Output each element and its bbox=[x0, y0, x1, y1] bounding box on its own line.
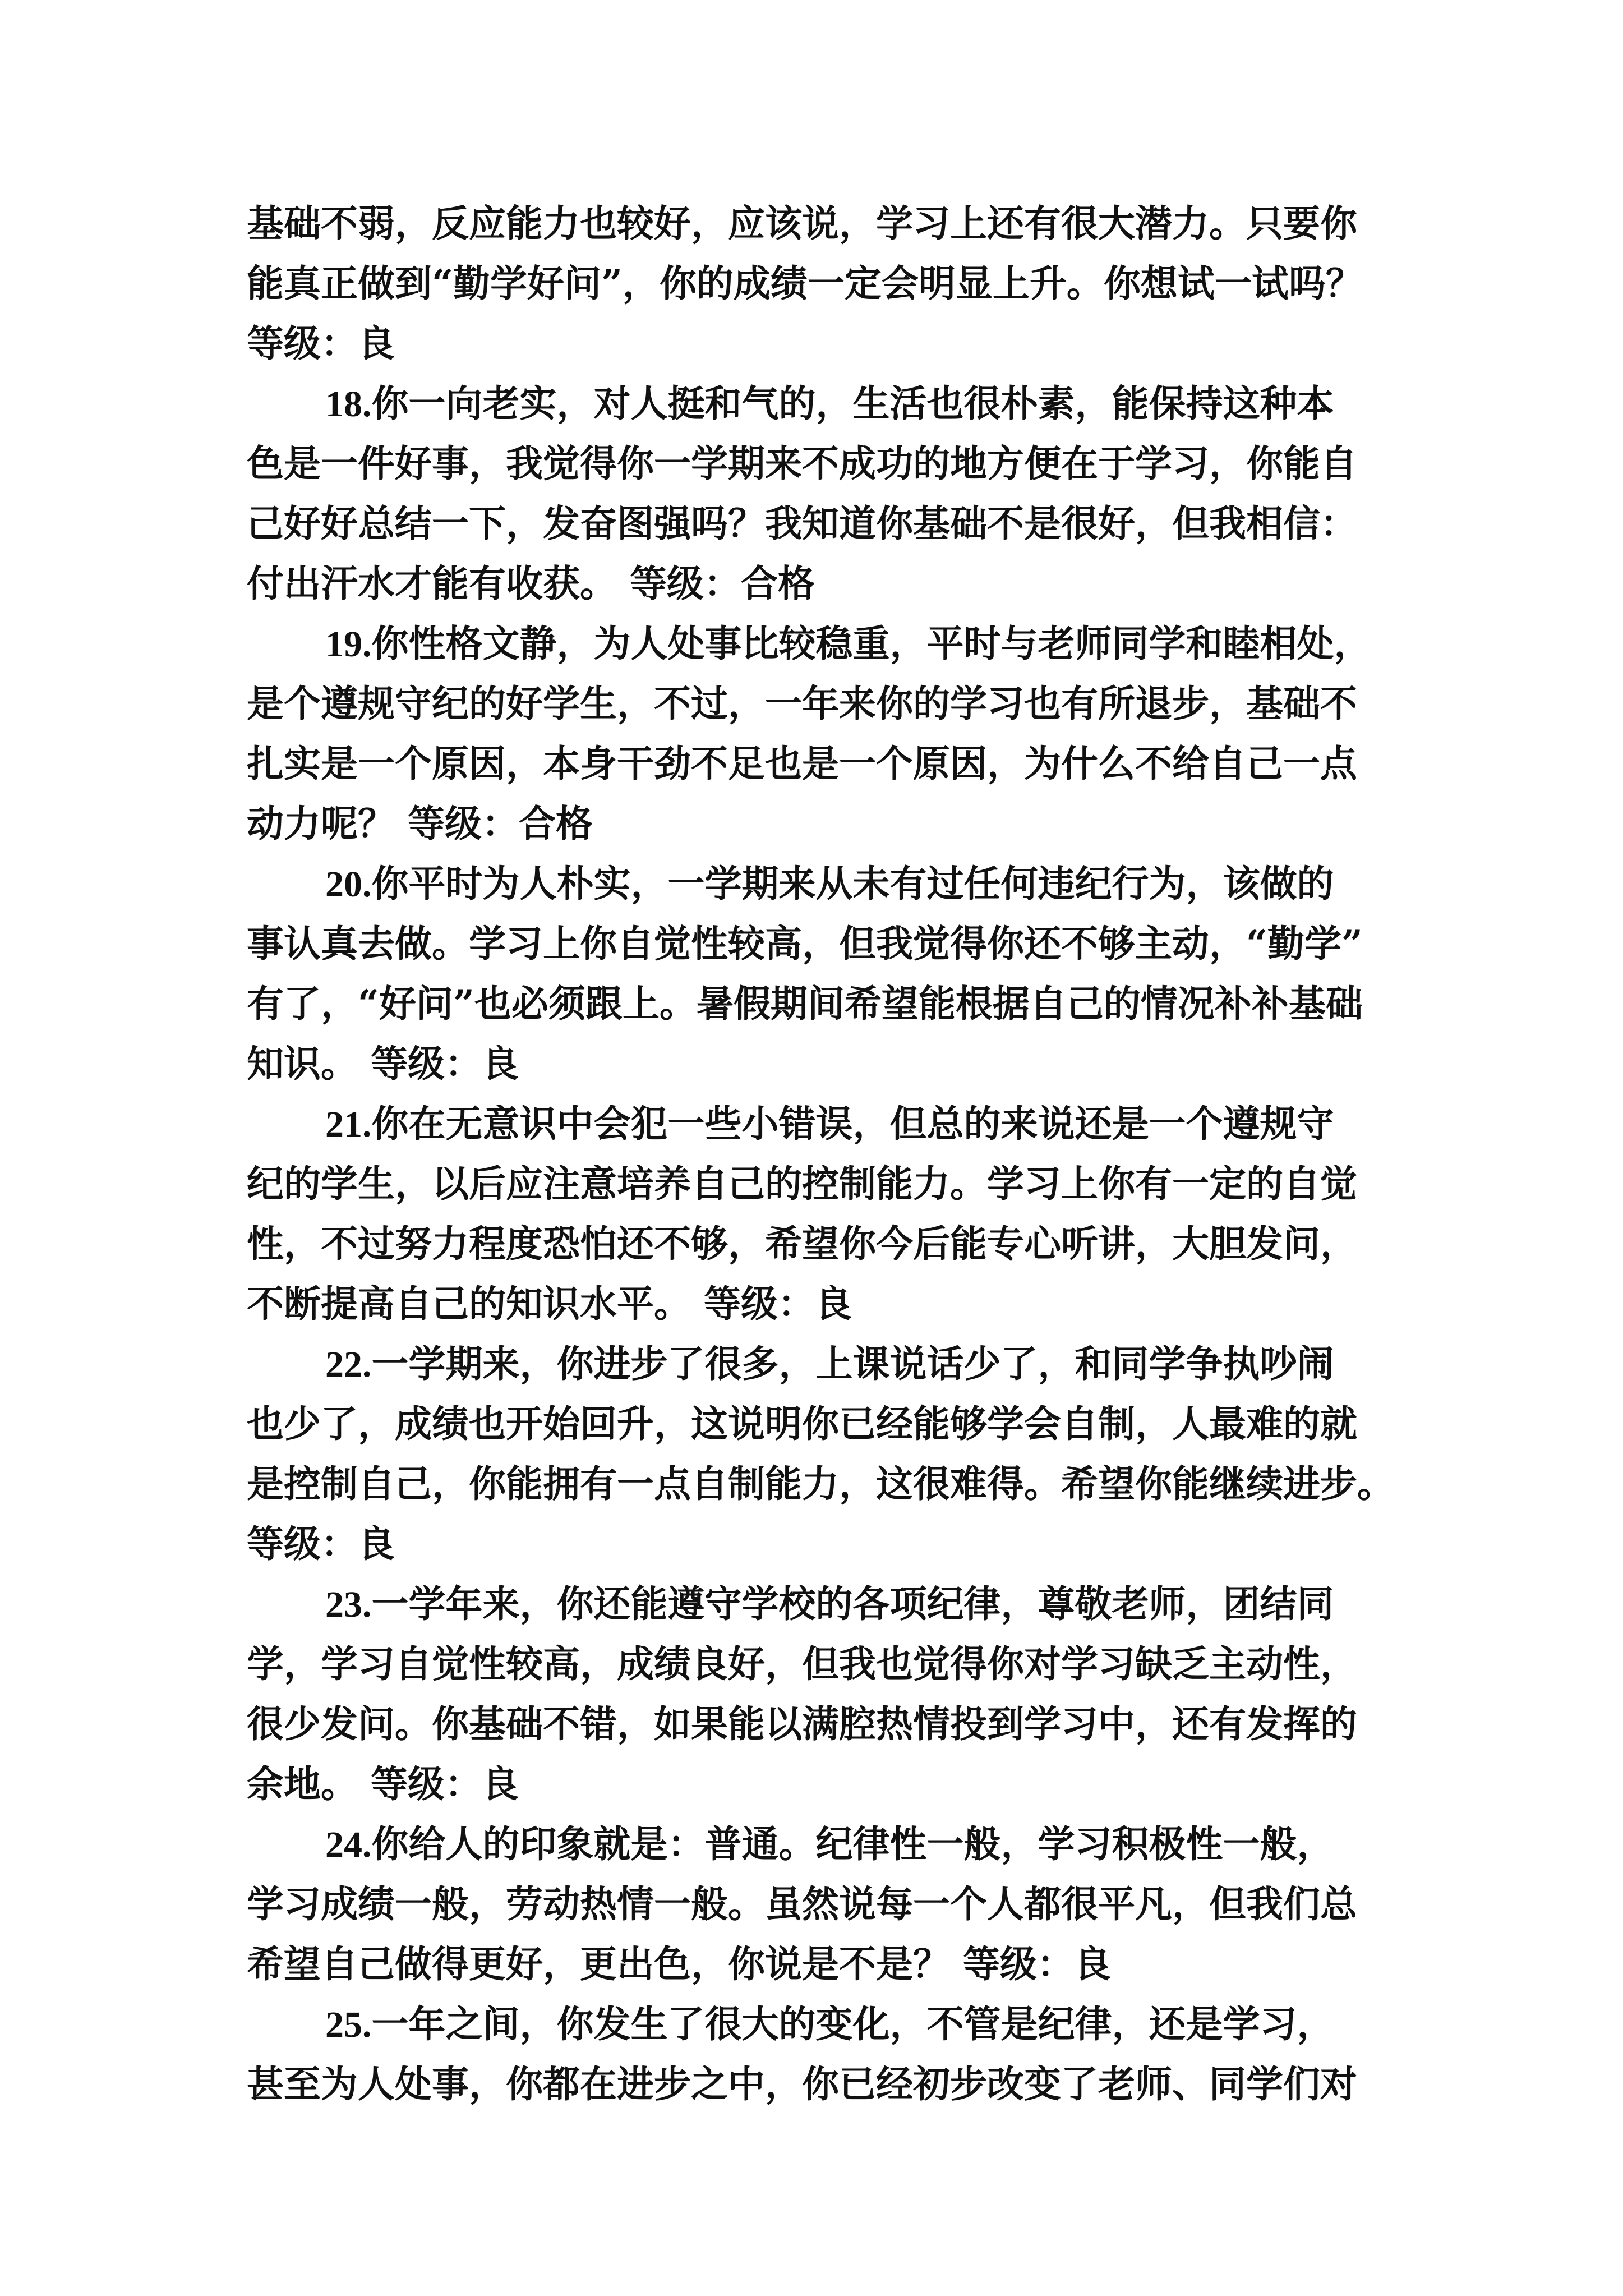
text-line: 你在无意识中会犯一些小错误，但总的来说还是一个遵规守 bbox=[371, 1102, 1334, 1145]
text-line: 你性格文静，为人处事比较稳重，平时与老师同学和睦相处， bbox=[371, 622, 1371, 665]
text-line: 不断提高自己的知识水平。 等级：良 bbox=[247, 1282, 852, 1326]
text-line: 付出汗水才能有收获。 等级：合格 bbox=[247, 562, 815, 605]
item-number: 20. bbox=[325, 864, 372, 905]
text-line: 有了，“好问”也必须跟上。暑假期间希望能根据自己的情况补补基础 bbox=[247, 982, 1363, 1025]
text-line: 余地。 等级：良 bbox=[247, 1762, 519, 1806]
paragraph-21-first-line bbox=[247, 1094, 1391, 1154]
text-line: 己好好总结一下，发奋图强吗？我知道你基础不是很好，但我相信： bbox=[247, 501, 1357, 545]
text-line: 是控制自己，你能拥有一点自制能力，这很难得。希望你能继续进步。 bbox=[247, 1462, 1394, 1506]
document-body bbox=[247, 194, 1394, 2114]
item-number: 24. bbox=[325, 1824, 372, 1865]
text-line: 你给人的印象就是：普通。纪律性一般，学习积极性一般， bbox=[371, 1822, 1334, 1866]
text-line: 纪的学生，以后应注意培养自己的控制能力。学习上你有一定的自觉 bbox=[247, 1162, 1357, 1205]
text-line: 你平时为人朴实，一学期来从未有过任何违纪行为，该做的 bbox=[371, 862, 1334, 905]
text-line: 一年之间，你发生了很大的变化，不管是纪律，还是学习， bbox=[371, 2002, 1334, 2046]
text-line: 扎实是一个原因，本身干劲不足也是一个原因，为什么不给自己一点 bbox=[247, 742, 1357, 785]
text-line: 一学年来，你还能遵守学校的各项纪律，尊敬老师，团结同 bbox=[371, 1582, 1334, 1626]
text-line: 是个遵规守纪的好学生，不过，一年来你的学习也有所退步，基础不 bbox=[247, 682, 1357, 725]
text-line: 基础不弱，反应能力也较好，应该说，学习上还有很大潜力。只要你 bbox=[247, 201, 1357, 245]
text-line: 希望自己做得更好，更出色，你说是不是？ 等级：良 bbox=[247, 1942, 1111, 1986]
paragraph-20-first-line bbox=[247, 854, 1391, 914]
text-line: 很少发问。你基础不错，如果能以满腔热情投到学习中，还有发挥的 bbox=[247, 1702, 1357, 1746]
text-line: 等级：良 bbox=[247, 1522, 395, 1566]
text-line: 你一向老实，对人挺和气的，生活也很朴素，能保持这种本 bbox=[371, 381, 1334, 425]
item-number: 23. bbox=[325, 1584, 372, 1625]
text-line: 色是一件好事，我觉得你一学期来不成功的地方便在于学习，你能自 bbox=[247, 441, 1357, 485]
paragraph-23-first-line bbox=[247, 1574, 1391, 1634]
text-line: 能真正做到“勤学好问”，你的成绩一定会明显上升。你想试一试吗？ bbox=[247, 261, 1363, 305]
text-line: 学习成绩一般，劳动热情一般。虽然说每一个人都很平凡，但我们总 bbox=[247, 1882, 1357, 1926]
paragraph-18-first-line bbox=[247, 374, 1391, 434]
paragraph-22-first-line bbox=[247, 1334, 1391, 1394]
text-line: 也少了，成绩也开始回升，这说明你已经能够学会自制，人最难的就 bbox=[247, 1402, 1357, 1446]
paragraph-25-first-line bbox=[247, 1994, 1391, 2054]
text-line: 一学期来，你进步了很多，上课说话少了，和同学争执吵闹 bbox=[371, 1342, 1334, 1386]
text-line: 学，学习自觉性较高，成绩良好，但我也觉得你对学习缺乏主动性， bbox=[247, 1642, 1357, 1686]
text-line: 知识。 等级：良 bbox=[247, 1042, 519, 1085]
text-line: 甚至为人处事，你都在进步之中，你已经初步改变了老师、同学们对 bbox=[247, 2062, 1357, 2106]
item-number: 22. bbox=[325, 1344, 372, 1385]
item-number: 18. bbox=[325, 384, 372, 425]
text-line: 事认真去做。学习上你自觉性较高，但我觉得你还不够主动，“勤学” bbox=[247, 922, 1363, 965]
item-number: 21. bbox=[325, 1104, 372, 1145]
text-line: 等级：良 bbox=[247, 321, 395, 365]
paragraph-19-first-line bbox=[247, 614, 1391, 674]
item-number: 25. bbox=[325, 2004, 372, 2045]
paragraph-24-first-line bbox=[247, 1814, 1391, 1874]
text-line: 性，不过努力程度恐怕还不够，希望你今后能专心听讲，大胆发问， bbox=[247, 1222, 1357, 1266]
text-line: 动力呢？ 等级：合格 bbox=[247, 802, 593, 845]
item-number: 19. bbox=[325, 624, 372, 665]
